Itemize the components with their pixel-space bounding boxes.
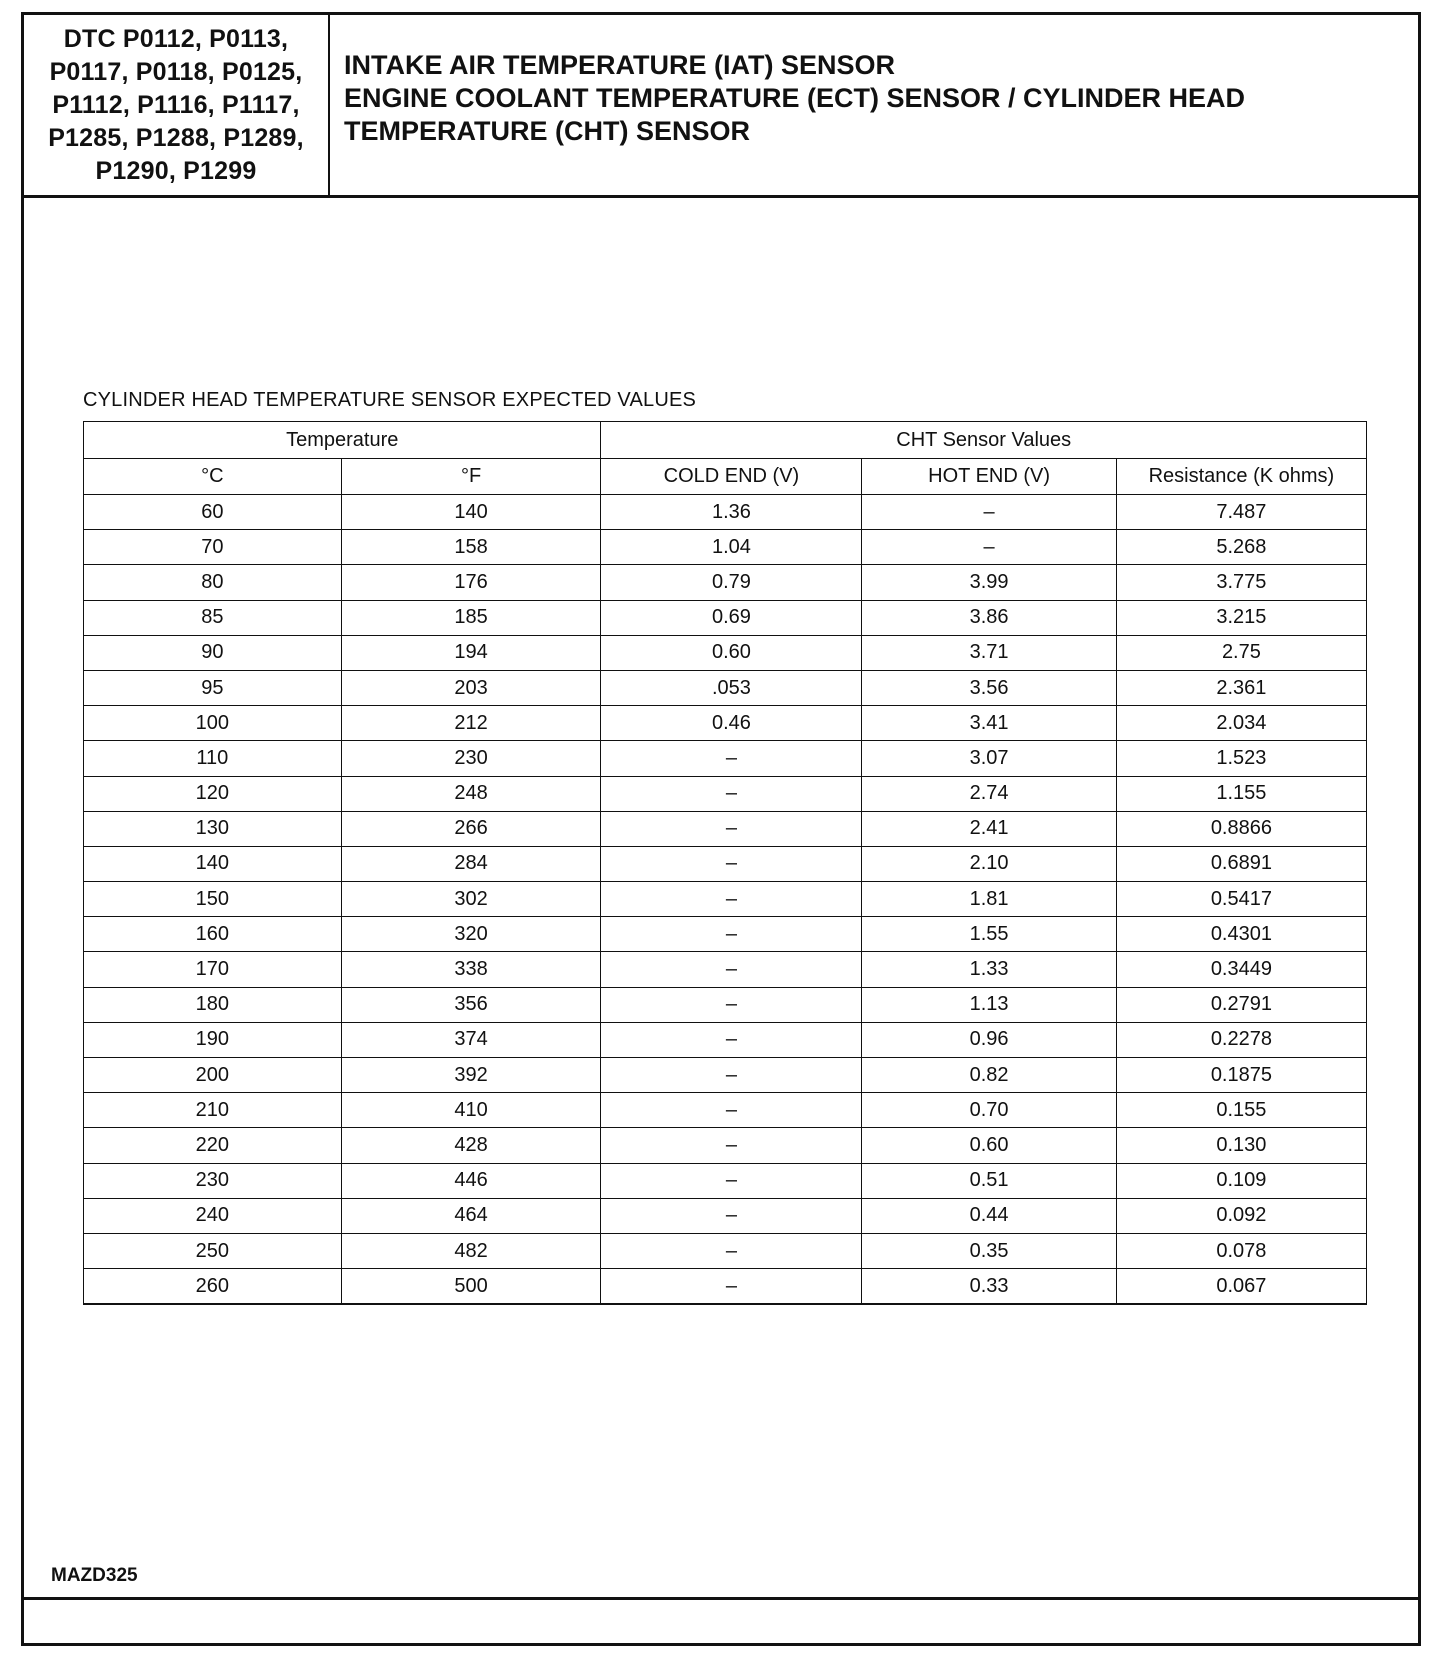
cell-resistance: 0.5417: [1116, 882, 1366, 917]
dtc-codes: DTC P0112, P0113, P0117, P0118, P0125, P1112, P1116, P1117, P1285, P1288, P1289, P1290, P1299: [48, 24, 304, 185]
cell-cold-end: –: [601, 741, 862, 776]
cell-resistance: 2.361: [1116, 670, 1366, 705]
cell-cold-end: –: [601, 1128, 862, 1163]
cell-hot-end: 0.33: [862, 1269, 1116, 1305]
cell-resistance: 0.092: [1116, 1198, 1366, 1233]
cell-celsius: 250: [84, 1233, 342, 1268]
footer-divider: [24, 1597, 1418, 1600]
cell-celsius: 190: [84, 1022, 342, 1057]
cell-cold-end: –: [601, 1269, 862, 1305]
cell-hot-end: 2.74: [862, 776, 1116, 811]
cell-fahrenheit: 140: [341, 495, 601, 530]
cell-celsius: 95: [84, 670, 342, 705]
cell-resistance: 0.130: [1116, 1128, 1366, 1163]
cell-resistance: 0.067: [1116, 1269, 1366, 1305]
cell-hot-end: 0.60: [862, 1128, 1116, 1163]
cell-resistance: 0.2278: [1116, 1022, 1366, 1057]
cell-cold-end: –: [601, 846, 862, 881]
cell-cold-end: –: [601, 917, 862, 952]
cell-fahrenheit: 410: [341, 1093, 601, 1128]
cell-cold-end: –: [601, 776, 862, 811]
cell-resistance: 0.1875: [1116, 1058, 1366, 1093]
cell-fahrenheit: 212: [341, 706, 601, 741]
table-row: [84, 1022, 1367, 1057]
cell-celsius: 220: [84, 1128, 342, 1163]
table-row: [84, 987, 1367, 1022]
cell-fahrenheit: 374: [341, 1022, 601, 1057]
table-row: [84, 1163, 1367, 1198]
cell-hot-end: 1.55: [862, 917, 1116, 952]
cell-cold-end: –: [601, 1163, 862, 1198]
cell-resistance: 0.8866: [1116, 811, 1366, 846]
cell-fahrenheit: 500: [341, 1269, 601, 1305]
cell-celsius: 240: [84, 1198, 342, 1233]
cell-hot-end: 3.99: [862, 565, 1116, 600]
cell-celsius: 130: [84, 811, 342, 846]
cell-resistance: 0.078: [1116, 1233, 1366, 1268]
cell-resistance: 1.523: [1116, 741, 1366, 776]
table-row: [84, 530, 1367, 565]
cht-values-table: [83, 421, 1367, 1305]
page-frame: [21, 12, 1421, 1646]
cell-resistance: 2.034: [1116, 706, 1366, 741]
cell-celsius: 180: [84, 987, 342, 1022]
cell-cold-end: 1.04: [601, 530, 862, 565]
cell-resistance: 0.6891: [1116, 846, 1366, 881]
cell-cold-end: –: [601, 1058, 862, 1093]
cell-hot-end: 0.51: [862, 1163, 1116, 1198]
cell-fahrenheit: 482: [341, 1233, 601, 1268]
cell-hot-end: 1.13: [862, 987, 1116, 1022]
table-row: [84, 811, 1367, 846]
cell-cold-end: 0.46: [601, 706, 862, 741]
table-body: [84, 495, 1367, 1305]
cell-cold-end: –: [601, 952, 862, 987]
cell-celsius: 200: [84, 1058, 342, 1093]
column-header-celsius: °C: [84, 459, 342, 495]
cell-cold-end: 0.79: [601, 565, 862, 600]
table-row: [84, 776, 1367, 811]
cell-resistance: 3.215: [1116, 600, 1366, 635]
cell-resistance: 0.4301: [1116, 917, 1366, 952]
table-row: [84, 635, 1367, 670]
document-id: MAZD325: [51, 1565, 138, 1586]
table-row: [84, 882, 1367, 917]
cell-hot-end: 1.81: [862, 882, 1116, 917]
cell-hot-end: 3.41: [862, 706, 1116, 741]
cell-celsius: 140: [84, 846, 342, 881]
cell-celsius: 100: [84, 706, 342, 741]
cell-fahrenheit: 266: [341, 811, 601, 846]
cell-fahrenheit: 176: [341, 565, 601, 600]
cell-hot-end: 3.71: [862, 635, 1116, 670]
cell-hot-end: 2.41: [862, 811, 1116, 846]
cell-fahrenheit: 320: [341, 917, 601, 952]
cell-fahrenheit: 428: [341, 1128, 601, 1163]
cell-hot-end: 0.44: [862, 1198, 1116, 1233]
cell-cold-end: –: [601, 1198, 862, 1233]
cell-cold-end: –: [601, 811, 862, 846]
cell-hot-end: 0.35: [862, 1233, 1116, 1268]
table-row: [84, 1128, 1367, 1163]
cell-fahrenheit: 356: [341, 987, 601, 1022]
cell-celsius: 90: [84, 635, 342, 670]
cell-fahrenheit: 194: [341, 635, 601, 670]
cell-fahrenheit: 446: [341, 1163, 601, 1198]
column-header-cold-end: COLD END (V): [601, 459, 862, 495]
cell-celsius: 60: [84, 495, 342, 530]
cell-celsius: 110: [84, 741, 342, 776]
cell-hot-end: –: [862, 495, 1116, 530]
title-box: [344, 15, 1245, 195]
table-row: [84, 741, 1367, 776]
cell-hot-end: 0.70: [862, 1093, 1116, 1128]
table-row: [84, 917, 1367, 952]
cell-cold-end: .053: [601, 670, 862, 705]
cell-hot-end: 0.82: [862, 1058, 1116, 1093]
table-row: [84, 1233, 1367, 1268]
cell-cold-end: 0.60: [601, 635, 862, 670]
cell-hot-end: –: [862, 530, 1116, 565]
cell-fahrenheit: 392: [341, 1058, 601, 1093]
cell-resistance: 5.268: [1116, 530, 1366, 565]
column-header-fahrenheit: °F: [341, 459, 601, 495]
cell-fahrenheit: 284: [341, 846, 601, 881]
cell-cold-end: –: [601, 1233, 862, 1268]
cell-resistance: 2.75: [1116, 635, 1366, 670]
cell-cold-end: 1.36: [601, 495, 862, 530]
cell-resistance: 7.487: [1116, 495, 1366, 530]
cell-celsius: 120: [84, 776, 342, 811]
dtc-code-box: [24, 15, 330, 195]
column-header-hot-end: HOT END (V): [862, 459, 1116, 495]
cell-hot-end: 0.96: [862, 1022, 1116, 1057]
cell-resistance: 3.775: [1116, 565, 1366, 600]
cell-cold-end: –: [601, 987, 862, 1022]
table-row: [84, 600, 1367, 635]
cell-fahrenheit: 203: [341, 670, 601, 705]
table-row: [84, 1058, 1367, 1093]
cell-cold-end: –: [601, 882, 862, 917]
cell-celsius: 85: [84, 600, 342, 635]
cell-resistance: 0.2791: [1116, 987, 1366, 1022]
cell-celsius: 230: [84, 1163, 342, 1198]
group-header-temperature: Temperature: [84, 422, 601, 459]
table-title: CYLINDER HEAD TEMPERATURE SENSOR EXPECTED VALUES: [83, 389, 697, 411]
table-row: [84, 1198, 1367, 1233]
table-row: [84, 670, 1367, 705]
cell-celsius: 160: [84, 917, 342, 952]
table-row: [84, 846, 1367, 881]
cell-fahrenheit: 185: [341, 600, 601, 635]
cell-fahrenheit: 248: [341, 776, 601, 811]
page-title: INTAKE AIR TEMPERATURE (IAT) SENSOR ENGINE COOLANT TEMPERATURE (ECT) SENSOR / CYLINDER HEAD TEMPERATURE (CHT) SENSOR: [344, 49, 1246, 146]
table-row: [84, 495, 1367, 530]
cell-fahrenheit: 230: [341, 741, 601, 776]
cell-cold-end: 0.69: [601, 600, 862, 635]
cell-cold-end: –: [601, 1022, 862, 1057]
cell-hot-end: 2.10: [862, 846, 1116, 881]
table-row: [84, 952, 1367, 987]
cell-hot-end: 3.86: [862, 600, 1116, 635]
cell-fahrenheit: 338: [341, 952, 601, 987]
cell-celsius: 70: [84, 530, 342, 565]
cell-celsius: 80: [84, 565, 342, 600]
cell-hot-end: 3.56: [862, 670, 1116, 705]
table-row: [84, 565, 1367, 600]
cell-resistance: 1.155: [1116, 776, 1366, 811]
column-header-resistance: Resistance (K ohms): [1116, 459, 1366, 495]
cell-hot-end: 1.33: [862, 952, 1116, 987]
group-header-cht: CHT Sensor Values: [601, 422, 1367, 459]
cell-cold-end: –: [601, 1093, 862, 1128]
cell-celsius: 150: [84, 882, 342, 917]
cell-hot-end: 3.07: [862, 741, 1116, 776]
cell-fahrenheit: 464: [341, 1198, 601, 1233]
cell-fahrenheit: 158: [341, 530, 601, 565]
page-header: [24, 15, 1418, 198]
cell-fahrenheit: 302: [341, 882, 601, 917]
cell-celsius: 170: [84, 952, 342, 987]
cell-celsius: 260: [84, 1269, 342, 1305]
cell-resistance: 0.3449: [1116, 952, 1366, 987]
cell-celsius: 210: [84, 1093, 342, 1128]
table-row: [84, 1269, 1367, 1305]
table-row: [84, 1093, 1367, 1128]
cell-resistance: 0.109: [1116, 1163, 1366, 1198]
cell-resistance: 0.155: [1116, 1093, 1366, 1128]
table-row: [84, 706, 1367, 741]
